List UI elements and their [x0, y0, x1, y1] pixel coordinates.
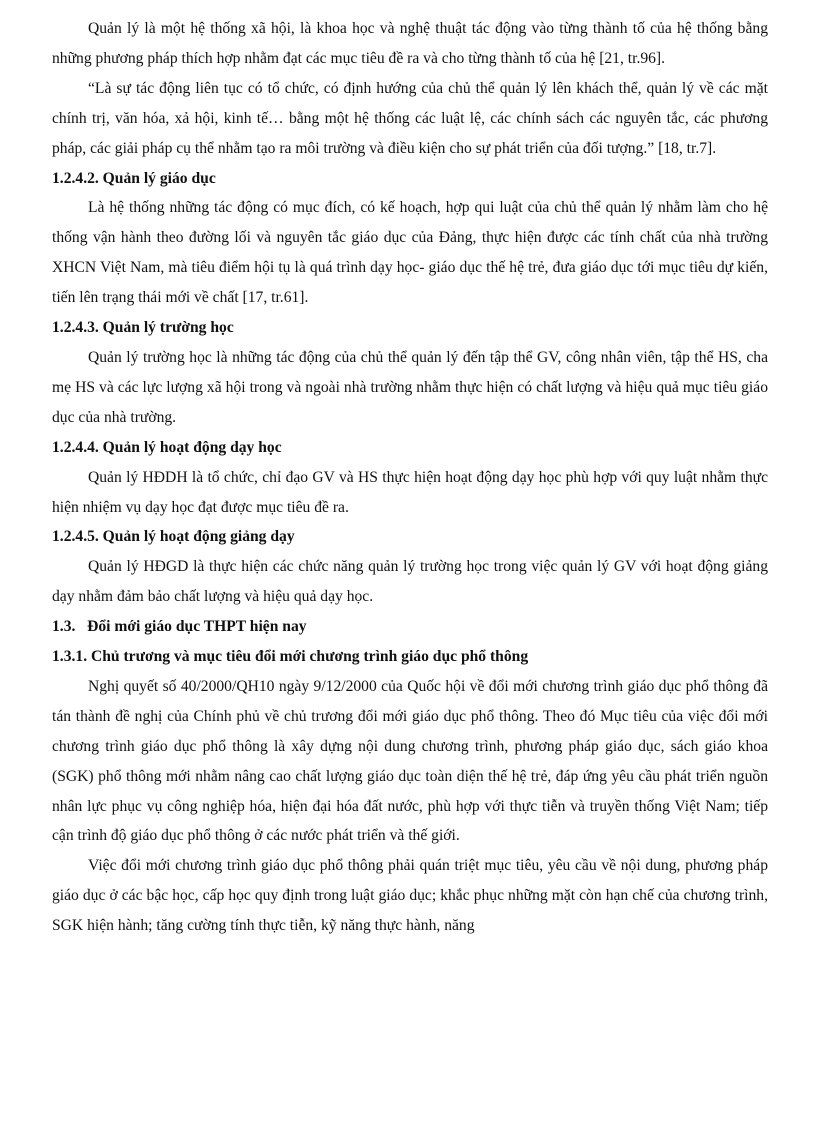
paragraph-management-quote: “Là sự tác động liên tục có tổ chức, có định hướng của chủ thể quản lý lên khách thể, quản lý về các mặt chính trị, văn hóa, xả hội, kinh tế… bằng một hệ thống các luật lệ, các chính sách các nguyên tắc, các phương pháp, các giải pháp cụ thể nhằm tạo ra môi trường và điều kiện cho sự phát triển của đối tượng.” [18, tr.7].: [52, 79, 768, 157]
heading-1-2-4-2: 1.2.4.2. Quản lý giáo dục: [52, 169, 216, 187]
paragraph-education-management: Là hệ thống những tác động có mục đích, có kế hoạch, hợp qui luật của chủ thể quản lý nhằm làm cho hệ thống vận hành theo đường lối và nguyên tắc giáo dục của Đảng, thực hiện được các tính chất của nhà trường XHCN Việt Nam, mà tiêu điểm hội tụ là quá trình dạy học- giáo dục thế hệ trẻ, đưa giáo dục tới mục tiêu dự kiến, tiến lên trạng thái mới về chất [17, tr.61].: [52, 199, 768, 307]
heading-1-2-4-3: 1.2.4.3. Quản lý trường học: [52, 319, 234, 337]
paragraph-curriculum-reform: Việc đổi mới chương trình giáo dục phổ thông phải quán triệt mục tiêu, yêu cầu về nội dung, phương pháp giáo dục ở các bậc học, cấp học quy định trong luật giáo dục; khắc phục những mặt còn hạn chế của chương trình, SGK hiện hành; tăng cường tính thực tiễn, kỹ năng thực hành, năng: [52, 857, 768, 935]
heading-1-3: 1.3. Đổi mới giáo dục THPT hiện nay: [52, 618, 307, 636]
heading-1-3-1: 1.3.1. Chủ trương và mục tiêu đổi mới chương trình giáo dục phổ thông: [52, 648, 529, 666]
heading-1-2-4-5: 1.2.4.5. Quản lý hoạt động giảng dạy: [52, 528, 295, 546]
paragraph-teaching-learning-management: Quản lý HĐDH là tổ chức, chỉ đạo GV và HS thực hiện hoạt động dạy học phù hợp với quy luật nhằm thực hiện nhiệm vụ dạy học đạt được mục tiêu đề ra.: [52, 468, 768, 516]
paragraph-management-definition: Quản lý là một hệ thống xã hội, là khoa học và nghệ thuật tác động vào từng thành tố của hệ thống bằng những phương pháp thích hợp nhằm đạt các mục tiêu đề ra và cho từng thành tố của hệ [21, tr.96].: [52, 20, 768, 67]
paragraph-teaching-management: Quản lý HĐGD là thực hiện các chức năng quản lý trường học trong việc quản lý GV với hoạt động giảng dạy nhằm đảm bảo chất lượng và hiệu quả dạy học.: [52, 558, 768, 606]
document-page: [52, 14, 768, 941]
paragraph-resolution: Nghị quyết số 40/2000/QH10 ngày 9/12/2000 của Quốc hội về đổi mới chương trình giáo dục phổ thông đã tán thành đề nghị của Chính phủ về chủ trương đổi mới giáo dục phổ thông. Theo đó Mục tiêu của việc đổi mới chương trình giáo dục phổ thông là xây dựng nội dung chương trình, phương pháp giáo dục, sách giáo khoa (SGK) phổ thông mới nhằm nâng cao chất lượng giáo dục toàn diện thế hệ trẻ, đáp ứng yêu cầu phát triển nguồn nhân lực phục vụ công nghiệp hóa, hiện đại hóa đất nước, phù hợp với thực tiễn và truyền thống Việt Nam; tiếp cận trình độ giáo dục phổ thông ở các nước phát triển và thế giới.: [52, 677, 768, 845]
heading-1-2-4-4: 1.2.4.4. Quản lý hoạt động dạy học: [52, 438, 282, 456]
paragraph-school-management: Quản lý trường học là những tác động của chủ thể quản lý đến tập thể GV, công nhân viên, tập thể HS, cha mẹ HS và các lực lượng xã hội trong và ngoài nhà trường nhằm thực hiện có chất lượng và hiệu quả mục tiêu giáo dục của nhà trường.: [52, 348, 768, 426]
